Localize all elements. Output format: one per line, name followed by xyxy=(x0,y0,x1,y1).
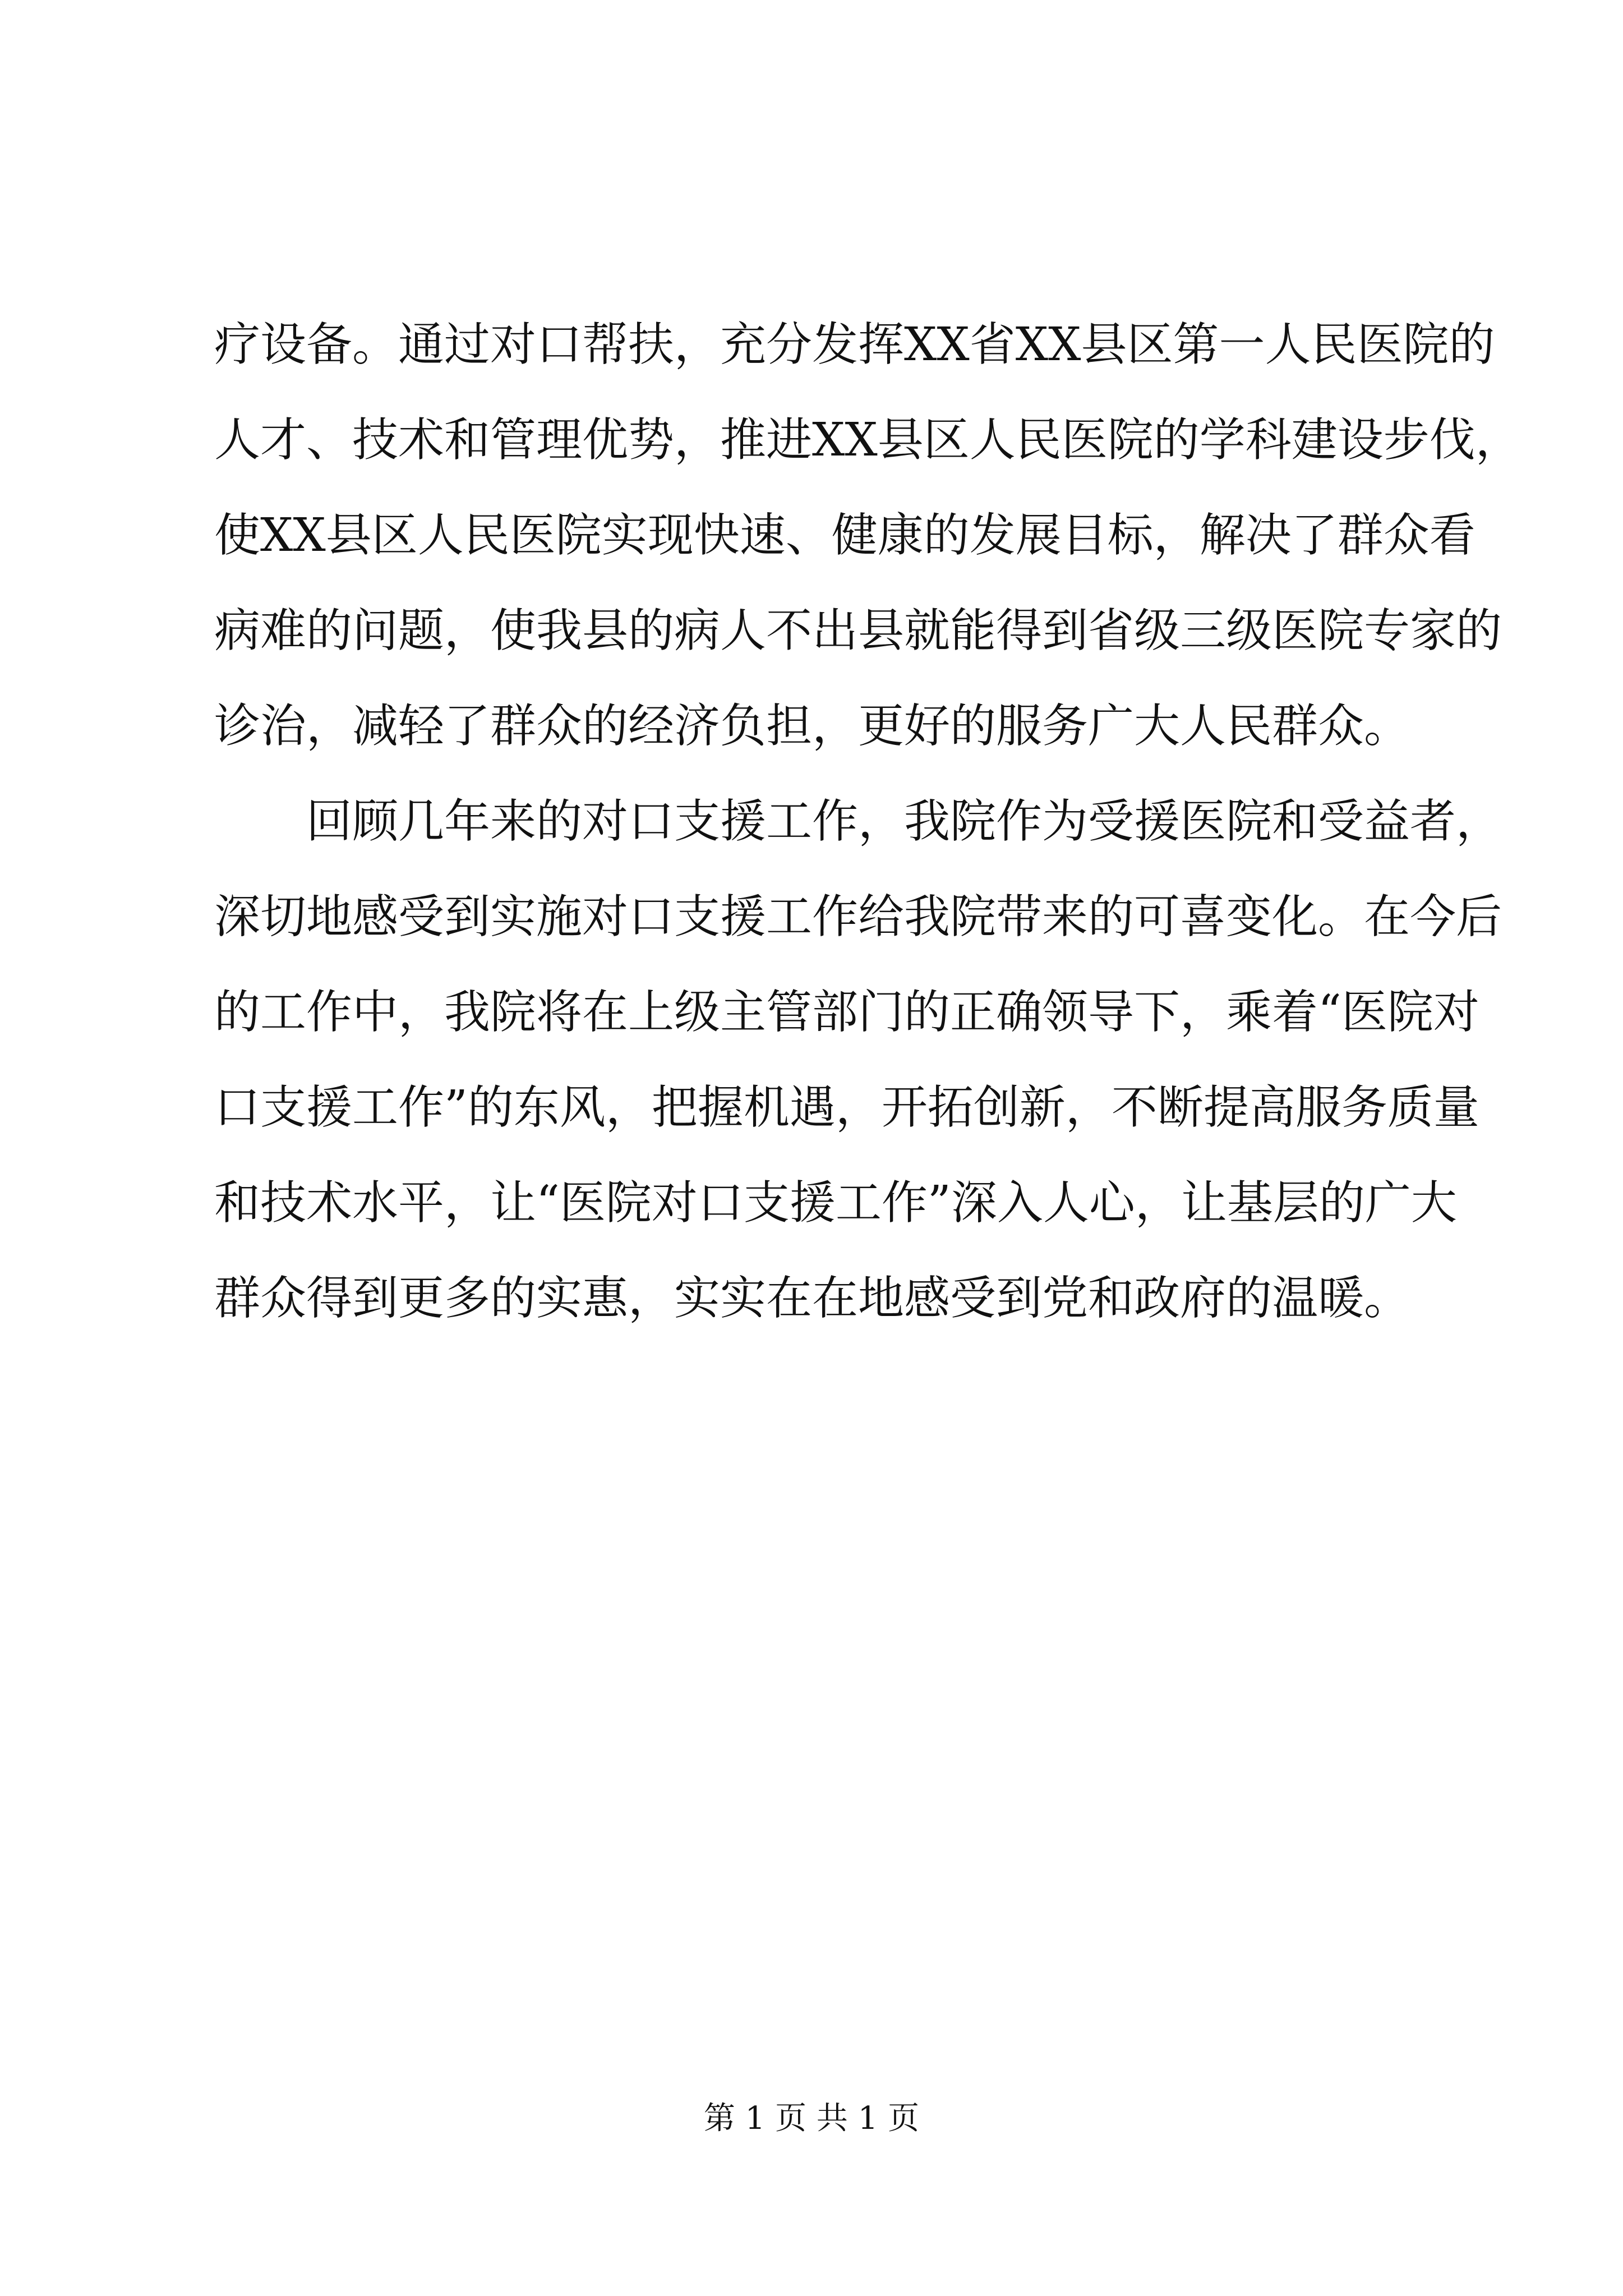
paragraph-line: 口支援工作”的东风，把握机遇，开拓创新，不断提高服务质量 xyxy=(214,1081,1479,1134)
paragraph-line: 回顾几年来的对口支援工作，我院作为受援医院和受益者， xyxy=(306,795,1502,848)
paragraph-line: 使XX县区人民医院实现快速、健康的发展目标，解决了群众看 xyxy=(214,509,1476,562)
paragraph-line: 疗设备。通过对口帮扶，充分发挥XX省XX县区第一人民医院的 xyxy=(214,318,1495,371)
paragraph-line: 群众得到更多的实惠，实实在在地感受到党和政府的温暖。 xyxy=(214,1272,1410,1325)
page-number: 第 1 页 共 1 页 xyxy=(703,2100,920,2137)
paragraph-2 xyxy=(214,774,1502,1346)
paragraph-line: 病难的问题，使我县的病人不出县就能得到省级三级医院专家的 xyxy=(214,604,1502,657)
paragraph-1 xyxy=(214,297,1521,774)
paragraph-line: 诊治，减轻了群众的经济负担，更好的服务广大人民群众。 xyxy=(214,700,1410,753)
paragraph-line: 和技术水平，让“医院对口支援工作”深入人心，让基层的广大 xyxy=(214,1176,1457,1230)
paragraph-line: 人才、技术和管理优势，推进XX县区人民医院的学科建设步伐， xyxy=(214,413,1521,467)
page-footer xyxy=(0,2099,1623,2138)
paragraph-line: 的工作中，我院将在上级主管部门的正确领导下，乘着“医院对 xyxy=(214,986,1479,1039)
paragraph-line: 深切地感受到实施对口支援工作给我院带来的可喜变化。在今后 xyxy=(214,890,1502,944)
document-body xyxy=(214,297,1521,1346)
